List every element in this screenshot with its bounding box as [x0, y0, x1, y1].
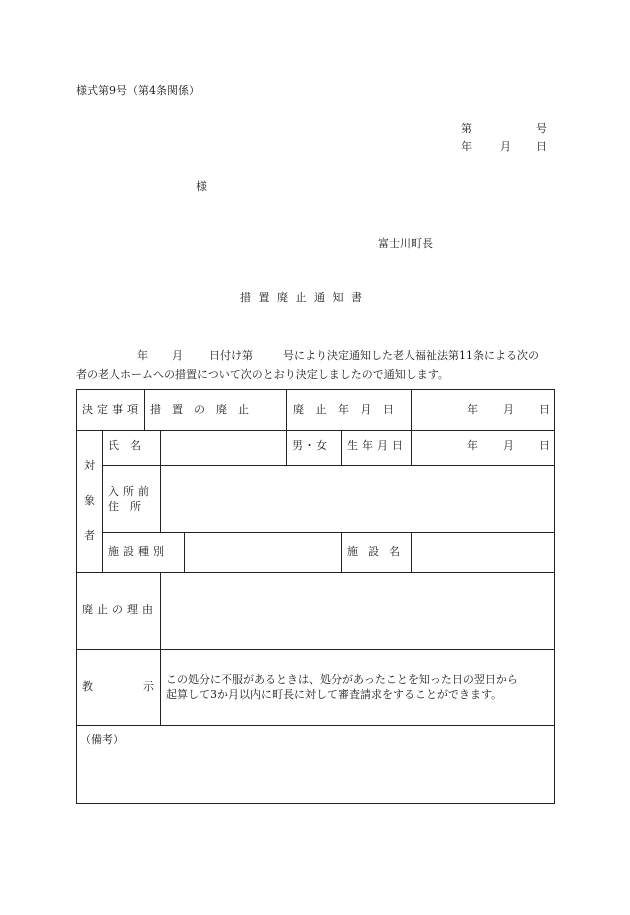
doc-number-go: 号 [536, 122, 547, 135]
instruction-text-2: 起算して3か月以内に町長に対して審査請求をすることができます。 [166, 688, 503, 701]
intro-month: 月 [172, 349, 183, 362]
issuer-name: 富士川町長 [378, 237, 433, 250]
date-year: 年 [461, 140, 472, 153]
prev-address-label-2: 住 所 [108, 500, 141, 513]
date-day: 日 [536, 140, 547, 153]
intro-year: 年 [137, 349, 148, 362]
subject-char-2: 象 [84, 494, 95, 507]
sex-label: 男・女 [292, 439, 328, 452]
prev-address-label-1: 入所前 [108, 485, 153, 498]
abolition-date-year: 年 [467, 403, 478, 416]
name-label: 氏 名 [108, 439, 141, 452]
date-month: 月 [500, 140, 511, 153]
intro-date-ref: 日付け第 [209, 349, 253, 362]
birthdate-day: 日 [539, 439, 550, 452]
instruction-text-1: この処分に不服があるときは、処分があったことを知った日の翌日から [166, 673, 518, 686]
doc-number-dai: 第 [461, 122, 472, 135]
abolition-date-label: 廃 止 年 月 日 [293, 403, 398, 416]
birthdate-month: 月 [503, 439, 514, 452]
abolition-date-month: 月 [503, 403, 514, 416]
decision-label: 決定事項 [82, 403, 142, 416]
addressee-honorific: 様 [196, 180, 207, 193]
subject-char-3: 者 [84, 529, 95, 542]
birthdate-year: 年 [467, 439, 478, 452]
notice-form-table [76, 389, 555, 804]
abolition-date-day: 日 [539, 403, 550, 416]
subject-char-1: 対 [84, 459, 95, 472]
form-id: 様式第9号（第4条関係） [76, 84, 200, 97]
decision-value: 措 置 の 廃 止 [150, 403, 249, 416]
facility-type-label: 施設種別 [108, 545, 168, 558]
intro-line1: 号により決定通知した老人福祉法第11条による次の [283, 349, 539, 362]
instruction-label-b: 示 [143, 680, 154, 693]
facility-name-label: 施設名 [347, 545, 410, 558]
instruction-label-a: 教 [82, 680, 93, 693]
remarks-label: （備考） [80, 733, 124, 746]
document-title: 措 置 廃 止 通 知 書 [240, 291, 364, 304]
birthdate-label: 生年月日 [347, 439, 407, 452]
intro-line2: 者の老人ホームへの措置について次のとおり決定しましたので通知します。 [76, 368, 449, 381]
reason-label: 廃止の理由 [82, 603, 157, 616]
